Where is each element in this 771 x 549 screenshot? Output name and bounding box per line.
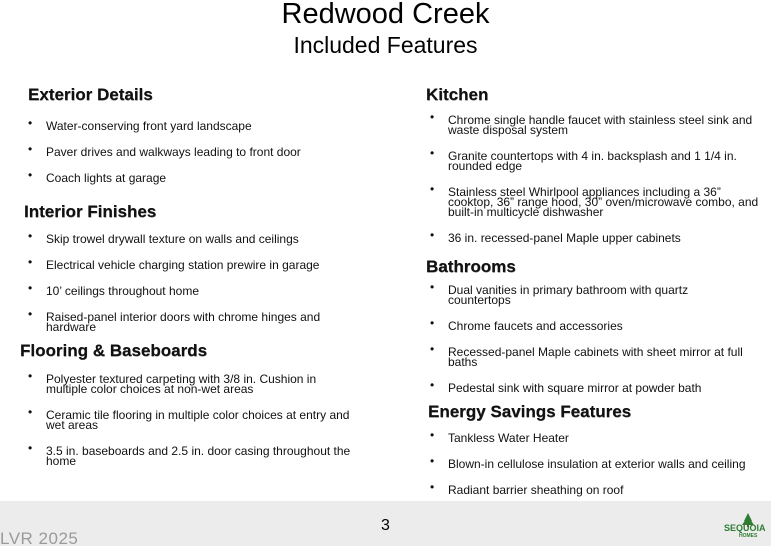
energy-list [430,428,768,497]
bullet-icon: • [28,281,33,295]
section-heading-flooring: Flooring & Baseboards [20,341,208,360]
bullet-icon: • [28,142,33,156]
list-item: • Water-conserving front yard landscape [28,116,252,133]
list-item: • Polyester textured carpeting with 3/8 in. Cushion in multiple color choices at non-wet areas [28,369,317,396]
sequoia-logo [723,512,771,538]
bullet-icon: • [430,378,435,392]
section-energy [428,402,768,495]
section-heading-kitchen: Kitchen [426,85,489,104]
bullet-icon: • [430,228,435,242]
list-item: • Blown-in cellulose insulation at exterior walls and ceiling [430,454,746,471]
list-item: • Radiant barrier sheathing on roof [430,480,624,497]
bullet-icon: • [430,316,435,330]
section-flooring [20,341,370,466]
list-item: • Electrical vehicle charging station prewire in garage [28,255,320,272]
bullet-icon: • [28,405,33,419]
list-item: • Raised-panel interior doors with chrome hinges and hardware [28,307,321,334]
list-item: • Pedestal sink with square mirror at powder bath [430,378,702,395]
list-item: • 3.5 in. baseboards and 2.5 in. door casing throughout the home [28,441,351,468]
interior-list [28,229,364,334]
bullet-icon: • [28,255,33,269]
exterior-list [28,116,368,185]
flooring-list [28,369,370,468]
bullet-icon: • [430,146,435,160]
list-item: • Ceramic tile flooring in multiple color choices at entry and wet areas [28,405,350,432]
list-item: • Recessed-panel Maple cabinets with sheet mirror at full baths [430,342,743,369]
bullet-icon: • [28,168,33,182]
logo-text: SEQUOIA [724,523,766,533]
section-heading-bathrooms: Bathrooms [426,257,516,276]
page-title: Redwood Creek [281,0,490,30]
section-heading-energy: Energy Savings Features [428,402,632,421]
section-heading-exterior: Exterior Details [28,85,153,104]
bullet-icon: • [28,229,33,243]
bullet-icon: • [28,441,33,455]
section-bathrooms [426,257,766,393]
bullet-icon: • [430,480,435,494]
bullet-icon: • [28,116,33,130]
list-item: • Coach lights at garage [28,168,167,185]
section-heading-interior: Interior Finishes [24,202,157,221]
logo-subtext: HOMES [739,533,758,538]
list-item: • Granite countertops with 4 in. backsplash and 1 1/4 in. rounded edge [430,146,737,173]
list-item: • Tankless Water Heater [430,428,569,445]
watermark: LVR 2025 [0,529,79,548]
section-exterior [28,85,368,183]
page-subtitle: Included Features [293,32,478,58]
kitchen-list [430,110,766,245]
bullet-icon: • [430,182,435,196]
bullet-icon: • [430,110,435,124]
list-item: • 10’ ceilings throughout home [28,281,199,298]
list-item: • 36 in. recessed-panel Maple upper cabinets [430,228,681,245]
list-item: • Chrome single handle faucet with stainless steel sink and waste disposal system [430,110,753,137]
list-item: • Chrome faucets and accessories [430,316,623,333]
page-number: 3 [381,517,390,534]
bathrooms-list [430,280,766,395]
bullet-icon: • [28,369,33,383]
section-interior [24,202,364,332]
section-kitchen [426,85,766,243]
bullet-icon: • [430,342,435,356]
bullet-icon: • [430,428,435,442]
list-item: • Paver drives and walkways leading to front door [28,142,301,159]
bullet-icon: • [28,307,33,321]
bullet-icon: • [430,454,435,468]
list-item: • Dual vanities in primary bathroom with quartz countertops [430,280,689,307]
list-item: • Skip trowel drywall texture on walls and ceilings [28,229,299,246]
bullet-icon: • [430,280,435,294]
list-item: • Stainless steel Whirlpool appliances including a 36” cooktop, 36” range hood, 30” oven/microwave combo, and built-in multicycle dishwasher [430,182,759,219]
